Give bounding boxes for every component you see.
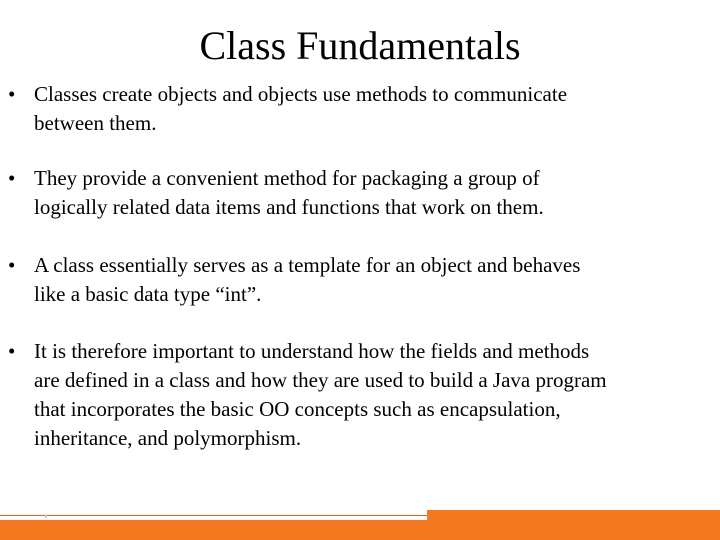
bullet-line: are defined in a class and how they are used to build a Java program xyxy=(34,368,607,392)
bullet-line: that incorporates the basic OO concepts such as encapsulation, xyxy=(34,397,561,421)
bullet-marker: • xyxy=(8,166,16,190)
bullet-line: A class essentially serves as a template for an object and behaves xyxy=(34,253,581,277)
bullet-marker: • xyxy=(8,253,16,277)
footer-bar-right-segment xyxy=(427,510,720,540)
bullet-marker: • xyxy=(8,339,16,363)
bullet-line: logically related data items and functions that work on them. xyxy=(34,195,544,219)
bullet-line: inheritance, and polymorphism. xyxy=(34,426,302,450)
bullet-line: Classes create objects and objects use methods to communicate xyxy=(34,82,568,106)
bullet-text xyxy=(34,164,704,222)
footer-bar-left-segment xyxy=(0,520,427,540)
bullet-text xyxy=(34,80,704,138)
bullet-line: It is therefore important to understand how the fields and methods xyxy=(34,339,590,363)
bullet-text xyxy=(34,251,704,309)
bullet-text xyxy=(34,337,704,453)
bullet-line: between them. xyxy=(34,111,157,135)
slide-title: Class Fundamentals xyxy=(199,23,521,68)
bullet-line: like a basic data type “int”. xyxy=(34,282,262,306)
bullet-marker: • xyxy=(8,82,16,106)
bullet-line: They provide a convenient method for packaging a group of xyxy=(34,166,540,190)
